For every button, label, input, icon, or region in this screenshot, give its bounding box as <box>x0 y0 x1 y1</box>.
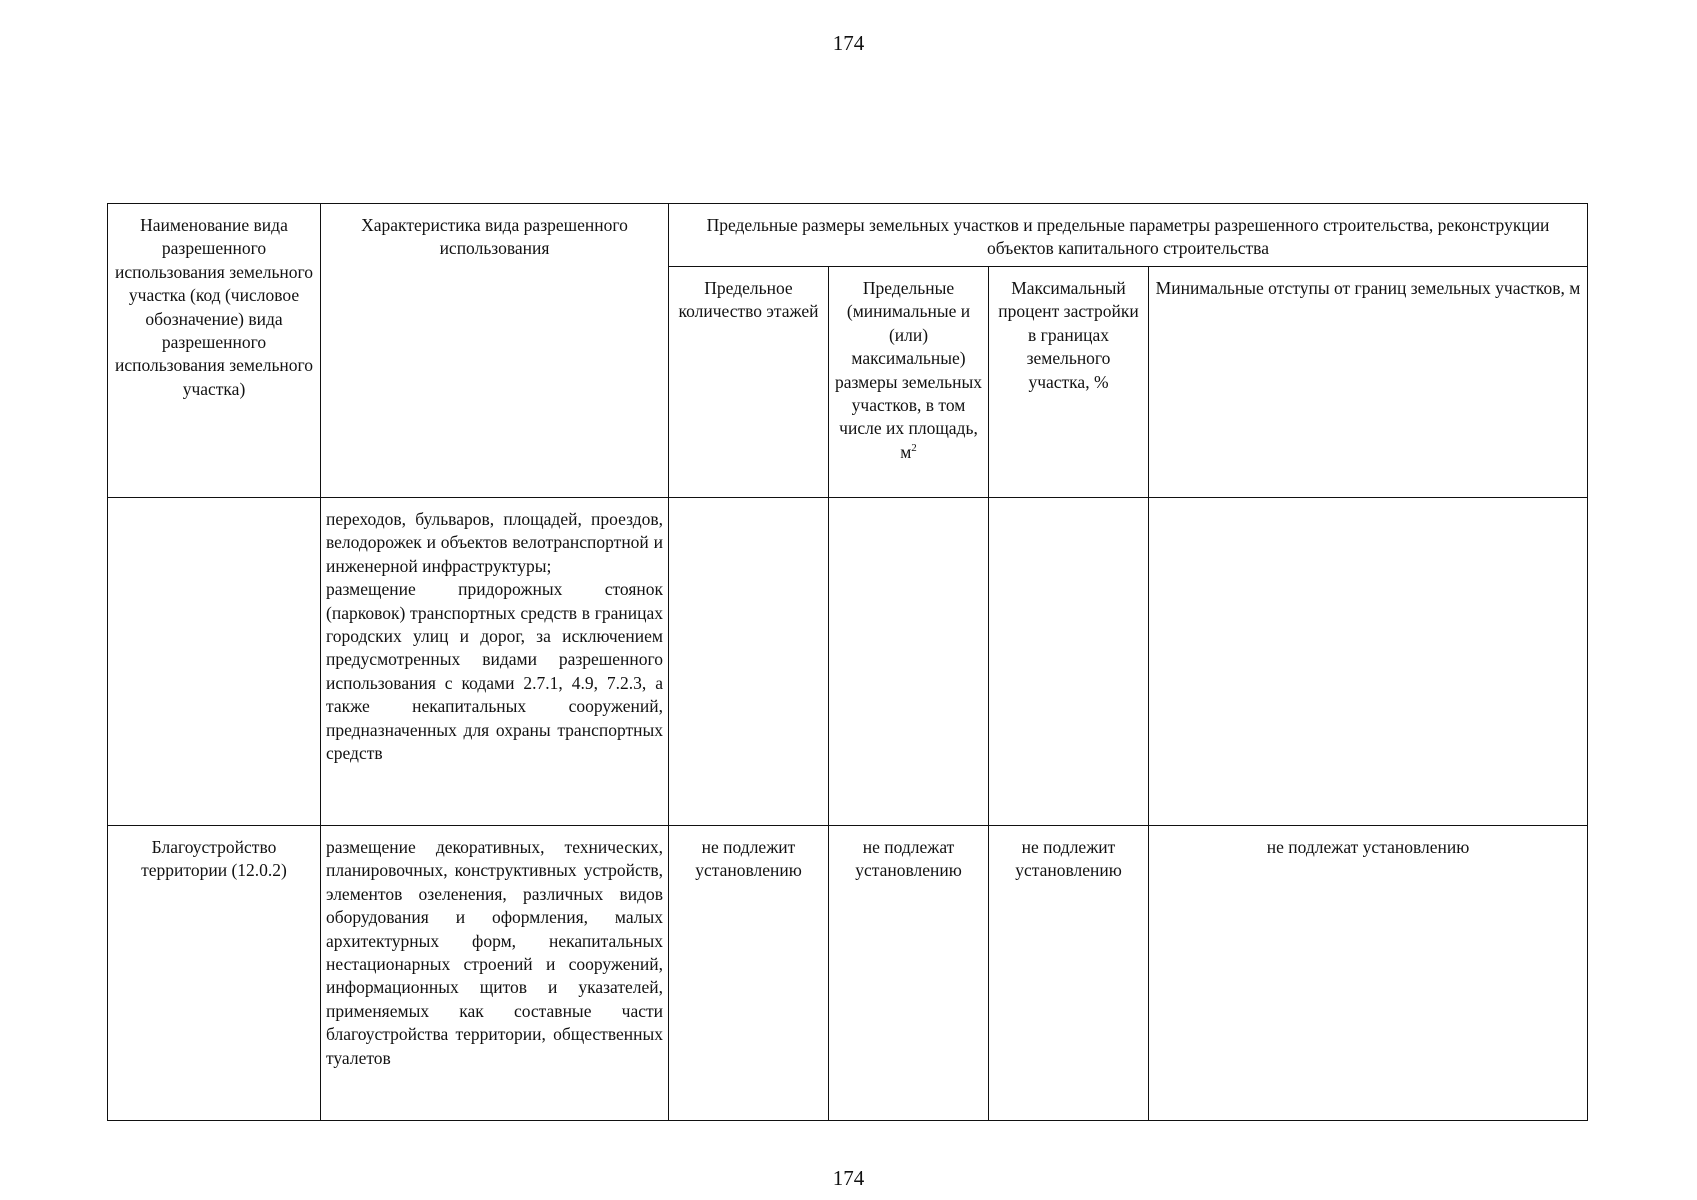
table-header-row <box>108 204 1588 267</box>
header-cell-setbacks: Минимальные отступы от границ земельных участков, м <box>1149 267 1588 498</box>
header-cell-floors: Предельное количество этажей <box>669 267 829 498</box>
header-cell-area-superscript: 2 <box>911 442 917 455</box>
header-cell-coverage: Максимальный процент застройки в границах земельного участка, % <box>989 267 1149 498</box>
cell-name <box>108 498 321 826</box>
cell-name: Благоустройство территории (12.0.2) <box>108 826 321 1121</box>
cell-area <box>829 498 989 826</box>
cell-floors <box>669 498 829 826</box>
cell-description <box>321 826 669 1121</box>
header-cell-area <box>829 267 989 498</box>
page-number-bottom: 174 <box>832 1166 865 1190</box>
description-paragraph: размещение декоративных, технических, планировочных, конструктивных устройств, элементов озеленения, различных видов оборудования и оформления, малых архитектурных форм, некапитальных нестационарных строений и сооружений, информационных щитов и указателей, применяемых как составные части благоустройства территории, общественных туалетов <box>326 837 663 1068</box>
zoning-regulations-table <box>107 203 1588 1121</box>
page-number-top: 174 <box>832 31 865 55</box>
header-cell-limits-group: Предельные размеры земельных участков и предельные параметры разрешенного строительства, реконструкции объектов капитального строительства <box>669 204 1588 267</box>
description-paragraph: переходов, бульваров, площадей, проездов, велодорожек и объектов велотранспортной и инженерной инфраструктуры; <box>326 509 663 576</box>
cell-setbacks <box>1149 498 1588 826</box>
cell-description <box>321 498 669 826</box>
cell-coverage: не подлежит установлению <box>989 826 1149 1121</box>
header-cell-area-text: Предельные (минимальные и (или) максимальные) размеры земельных участков, в том числе их площадь, м <box>834 278 982 462</box>
description-paragraph: размещение придорожных стоянок (парковок) транспортных средств в границах городских улиц и дорог, за исключением предусмотренных видами разрешенного использования с кодами 2.7.1, 4.9, 7.2.3, а также некапитальных сооружений, предназначенных для охраны транспортных средств <box>326 579 663 764</box>
cell-floors: не подлежит установлению <box>669 826 829 1121</box>
cell-coverage <box>989 498 1149 826</box>
header-cell-description: Характеристика вида разрешенного использования <box>321 204 669 498</box>
cell-setbacks: не подлежат установлению <box>1149 826 1588 1121</box>
cell-area: не подлежат установлению <box>829 826 989 1121</box>
table-row <box>108 826 1588 1121</box>
table-row <box>108 498 1588 826</box>
header-cell-name: Наименование вида разрешенного использования земельного участка (код (числовое обозначение) вида разрешенного использования земельного участка) <box>108 204 321 498</box>
